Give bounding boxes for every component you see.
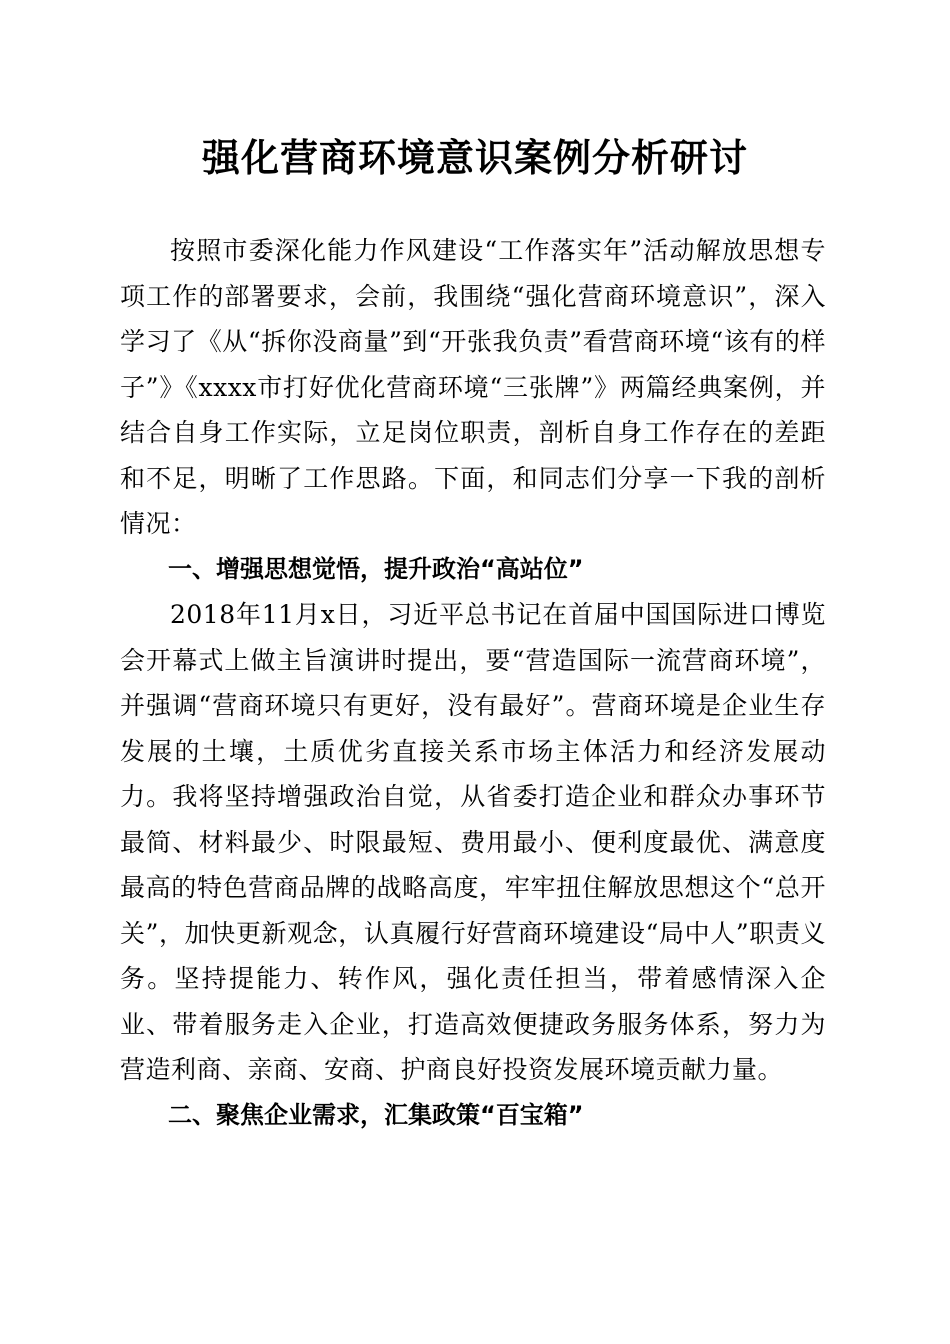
document-title: 强化营商环境意识案例分析研讨 <box>201 135 748 180</box>
section-2-heading: 二、聚焦企业需求，汇集政策“百宝箱” <box>168 1100 584 1129</box>
intro-paragraph: 按照市委深化能力作风建设“工作落实年”活动解放思想专项工作的部署要求，会前，我围绕“强化营商环境意识”，深入学习了《从“拆你没商量”到“开张我负责”看营商环境“该有的样子”》《xxxx市打好优化营商环境“三张牌”》两篇经典案例，并结合自身工作实际，立足岗位职责，剖析自身工作存在的差距和不足，明晰了工作思路。下面，和同志们分享一下我的剖析情况： <box>120 236 826 538</box>
section-1-heading: 一、增强思想觉悟，提升政治“高站位” <box>168 554 584 583</box>
section-1-paragraph: 2018年11月x日，习近平总书记在首届中国国际进口博览会开幕式上做主旨演讲时提出，要“营造国际一流营商环境”，并强调“营商环境只有更好，没有最好”。营商环境是企业生存发展的土壤，土质优劣直接关系市场主体活力和经济发展动力。我将坚持增强政治自觉，从省委打造企业和群众办事环节最简、材料最少、时限最短、费用最小、便利度最优、满意度最高的特色营商品牌的战略高度，牢牢扭住解放思想这个“总开关”，加快更新观念，认真履行好营商环境建设“局中人”职责义务。坚持提能力、转作风，强化责任担当，带着感情深入企业、带着服务走入企业，打造高效便捷政务服务体系，努力为营造利商、亲商、安商、护商良好投资发展环境贡献力量。 <box>120 600 826 1084</box>
document-body <box>120 228 826 1138</box>
